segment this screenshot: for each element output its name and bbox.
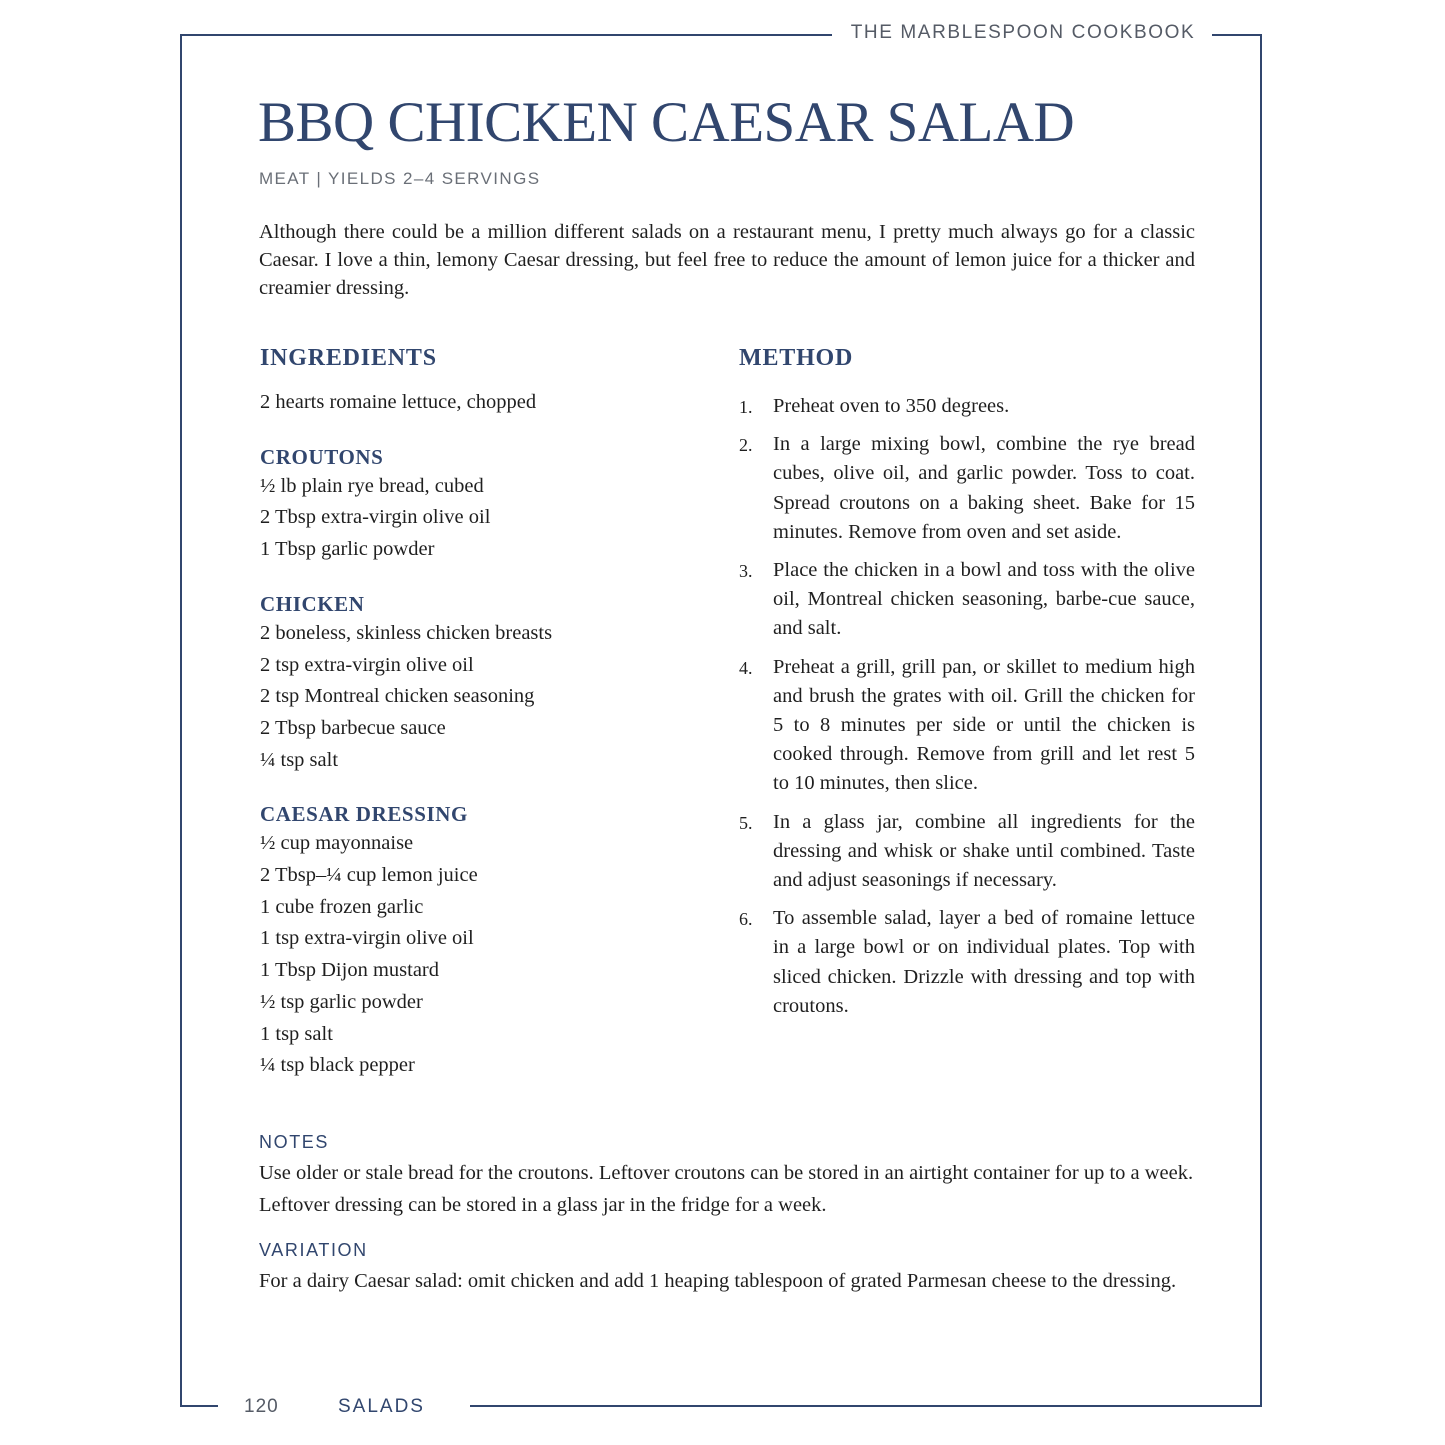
method-steps (739, 392, 1195, 1021)
variation-label: VARIATION (259, 1240, 368, 1260)
book-title: THE MARBLESPOON COOKBOOK (850, 22, 1196, 43)
variation-text: For a dairy Caesar salad: omit chicken and add 1 heaping tablespoon of grated Parmesan cheese to the dressing. (259, 1270, 1177, 1292)
ingredients-heading: INGREDIENTS (260, 345, 437, 371)
ingredients-column (260, 342, 700, 1082)
ingredient-item: ½ cup mayonnaise (260, 832, 414, 855)
method-step (739, 430, 1195, 547)
variation-section (259, 1238, 1195, 1298)
section-name: SALADS (338, 1396, 425, 1417)
step-number: 6. (739, 909, 753, 930)
step-number: 2. (739, 435, 753, 456)
ingredient-item: 2 boneless, skinless chicken breasts (260, 621, 553, 644)
ingredient-item: 2 Tbsp barbecue sauce (260, 716, 446, 739)
ingredient-item: ¼ tsp salt (260, 748, 339, 771)
ingredient-item: 2 Tbsp extra-virgin olive oil (260, 506, 491, 529)
method-step (739, 904, 1195, 1021)
croutons-heading: CROUTONS (260, 444, 384, 469)
step-text: In a large mixing bowl, combine the rye bread cubes, olive oil, and garlic powder. Toss to coat. Spread croutons on a baking sheet. Bake for 15 minutes. Remove from oven and set aside. (773, 433, 1195, 543)
step-number: 5. (739, 812, 753, 833)
ingredient-item: 1 tsp salt (260, 1022, 333, 1045)
ingredient-item: ½ tsp garlic powder (260, 990, 423, 1013)
page-number: 120 (244, 1396, 279, 1417)
notes-section (259, 1130, 1195, 1221)
method-column (739, 342, 1195, 1030)
method-heading: METHOD (739, 345, 854, 371)
ingredient-item: 1 cube frozen garlic (260, 895, 424, 918)
step-text: Preheat a grill, grill pan, or skillet to medium high and brush the grates with oil. Grill the chicken for 5 to 8 minutes per side or until the chicken is cooked through. Remove from grill and let rest 5 to 10 minutes, then slice. (773, 655, 1195, 795)
recipe-intro: Although there could be a million different salads on a restaurant menu, I pretty much always go for a classic Caesar. I love a thin, lemony Caesar dressing, but feel free to reduce the amount of lemon juice for a thicker and creamier dressing. (259, 221, 1195, 299)
notes-label: NOTES (259, 1132, 330, 1152)
ingredient-item: 1 Tbsp Dijon mustard (260, 959, 439, 982)
ingredient-item: 1 Tbsp garlic powder (260, 538, 435, 561)
step-text: To assemble salad, layer a bed of romaine lettuce in a large bowl or on individual plates. Top with sliced chicken. Drizzle with dressing and top with croutons. (773, 907, 1195, 1017)
step-number: 1. (739, 397, 753, 417)
method-step (739, 392, 1195, 421)
chicken-heading: CHICKEN (260, 591, 365, 616)
method-step (739, 653, 1195, 799)
step-text: Preheat oven to 350 degrees. (773, 395, 1010, 417)
method-step (739, 808, 1195, 896)
step-number: 4. (739, 657, 753, 678)
ingredient-item: ½ lb plain rye bread, cubed (260, 474, 484, 497)
ingredient-item: 2 tsp Montreal chicken seasoning (260, 685, 535, 708)
ingredient-item: 2 tsp extra-virgin olive oil (260, 653, 474, 676)
recipe-subtitle: MEAT | YIELDS 2–4 SERVINGS (259, 169, 541, 188)
method-step (739, 556, 1195, 644)
ingredient-item: 2 Tbsp–¼ cup lemon juice (260, 864, 478, 887)
recipe-title: BBQ CHICKEN CAESAR SALAD (258, 91, 1075, 154)
step-number: 3. (739, 561, 753, 582)
notes-text: Use older or stale bread for the croutons. Leftover croutons can be stored in an airtight container for up to a week. Leftover dressing can be stored in a glass jar in the fridge for a week. (259, 1162, 1194, 1216)
ingredient-item: 2 hearts romaine lettuce, chopped (260, 391, 537, 413)
ingredient-item: 1 tsp extra-virgin olive oil (260, 927, 474, 950)
step-text: Place the chicken in a bowl and toss with the olive oil, Montreal chicken seasoning, barbe-cue sauce, and salt. (773, 559, 1195, 640)
ingredient-item: ¼ tsp black pepper (260, 1054, 415, 1077)
step-text: In a glass jar, combine all ingredients for the dressing and whisk or shake until combined. Taste and adjust seasonings if necessary. (773, 810, 1195, 892)
dressing-heading: CAESAR DRESSING (260, 802, 468, 827)
